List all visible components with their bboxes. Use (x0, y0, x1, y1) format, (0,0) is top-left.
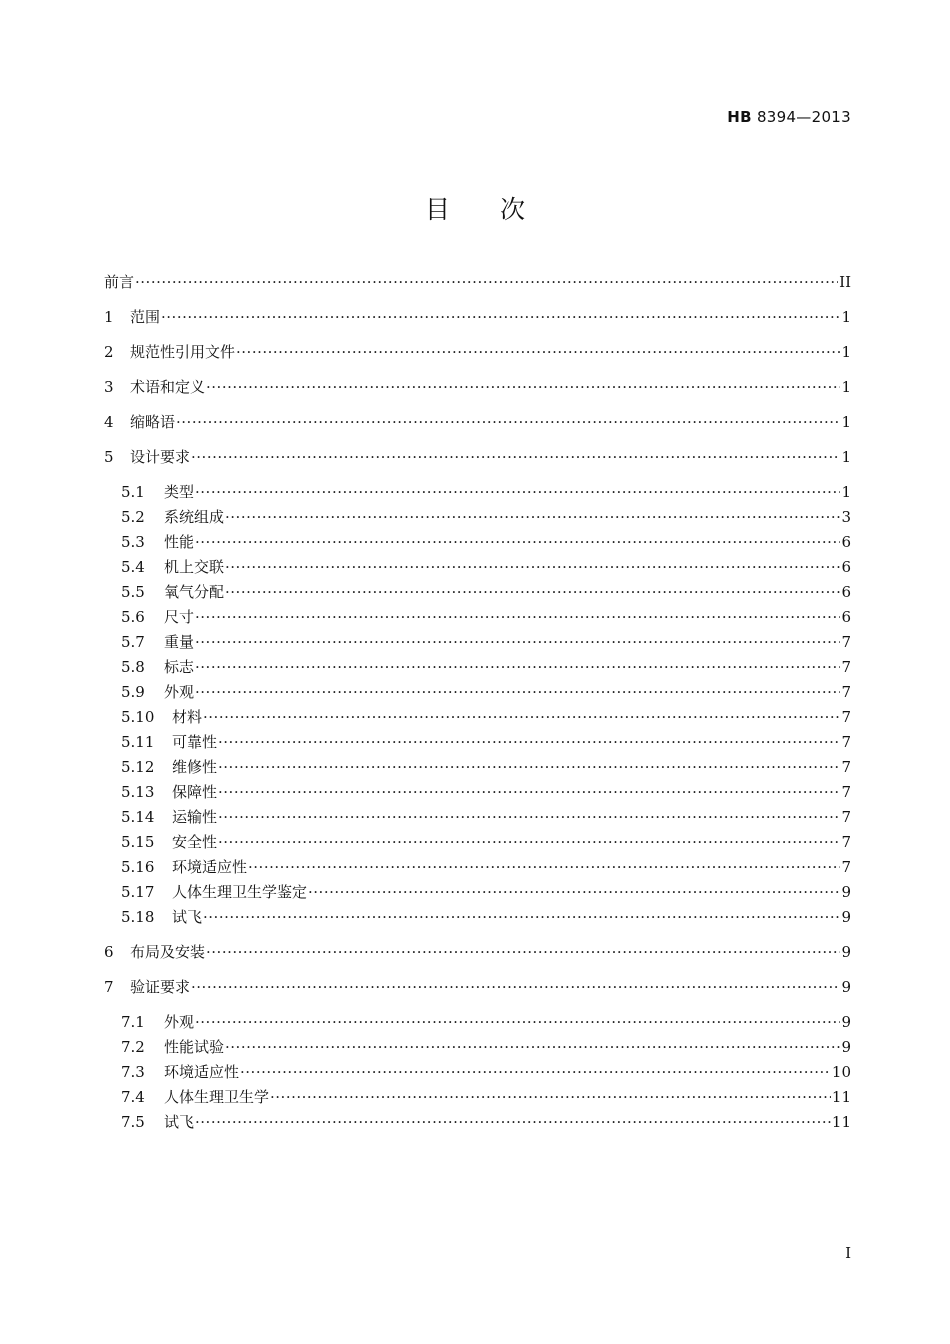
toc-entry-page: 1 (841, 343, 851, 361)
toc-entry-number: 5.5 (121, 583, 145, 601)
page-title: 目 次 (424, 195, 525, 224)
toc-entry[interactable] (104, 1110, 851, 1135)
toc-leader-dots (218, 730, 840, 755)
toc-entry-number: 2 (104, 343, 114, 361)
toc-entry[interactable] (104, 580, 851, 605)
toc-entry-label: 范围 (130, 308, 161, 326)
toc-leader-dots (225, 505, 840, 530)
toc-entry-number: 5.1 (121, 483, 145, 501)
toc-leader-dots (191, 445, 840, 470)
standard-number: 8394—2013 (756, 108, 851, 126)
toc-entry-page: 9 (841, 908, 851, 926)
toc-entry-number: 3 (104, 378, 114, 396)
toc-entry[interactable] (104, 605, 851, 630)
toc-entry-label: 缩略语 (130, 413, 176, 431)
toc-leader-dots (218, 805, 840, 830)
toc-entry-label: 可靠性 (172, 733, 218, 751)
toc-entry-page: 7 (841, 708, 851, 726)
toc-entry-label: 人体生理卫生学 (164, 1088, 270, 1106)
toc-leader-dots (308, 880, 840, 905)
toc-leader-dots (225, 555, 840, 580)
toc-leader-dots (195, 655, 840, 680)
toc-entry[interactable] (104, 680, 851, 705)
toc-entry[interactable] (104, 880, 851, 905)
toc-entry-number: 4 (104, 413, 114, 431)
toc-entry-page: 6 (841, 608, 851, 626)
toc-entry-label: 验证要求 (130, 978, 191, 996)
toc-entry-number: 7.4 (121, 1088, 145, 1106)
toc-entry-number: 5.2 (121, 508, 145, 526)
toc-leader-dots (236, 340, 840, 365)
toc-entry-number: 5.16 (121, 858, 155, 876)
toc-entry-page: 7 (841, 758, 851, 776)
toc-entry-number: 7.3 (121, 1063, 145, 1081)
toc-leader-dots (203, 905, 840, 930)
toc-entry-label: 试飞 (172, 908, 203, 926)
toc-entry-number: 7.2 (121, 1038, 145, 1056)
toc-entry-label: 环境适应性 (164, 1063, 240, 1081)
toc-entry[interactable] (104, 1060, 851, 1085)
toc-entry-label: 安全性 (172, 833, 218, 851)
toc-entry-number: 5.18 (121, 908, 155, 926)
toc-entry[interactable] (104, 505, 851, 530)
toc-entry-number: 5.13 (121, 783, 155, 801)
toc-entry-page: 6 (841, 583, 851, 601)
standard-prefix: HB (727, 108, 752, 126)
toc-leader-dots (225, 1035, 840, 1060)
toc-entry-page: 9 (841, 1013, 851, 1031)
toc-entry-label: 重量 (164, 633, 195, 651)
toc-entry-label: 环境适应性 (172, 858, 248, 876)
toc-entry-page: 7 (841, 833, 851, 851)
toc-entry-page: 1 (841, 308, 851, 326)
toc-leader-dots (176, 410, 840, 435)
toc-entry-number: 5.4 (121, 558, 145, 576)
toc-entry-page: 6 (841, 558, 851, 576)
toc-entry-page: 7 (841, 858, 851, 876)
toc-entry[interactable] (104, 410, 851, 445)
toc-leader-dots (240, 1060, 831, 1085)
toc-entry[interactable] (104, 755, 851, 780)
toc-entry[interactable] (104, 480, 851, 505)
toc-leader-dots (203, 705, 840, 730)
toc-entry-number: 5 (104, 448, 114, 466)
toc-leader-dots (195, 605, 840, 630)
toc-entry-page: 9 (841, 943, 851, 961)
toc-leader-dots (218, 780, 840, 805)
toc-leader-dots (195, 680, 840, 705)
toc-entry[interactable] (104, 375, 851, 410)
toc-entry[interactable] (104, 270, 851, 305)
toc-leader-dots (218, 830, 840, 855)
toc-entry[interactable] (104, 530, 851, 555)
toc-entry-page: 7 (841, 733, 851, 751)
toc-entry-number: 7.5 (121, 1113, 145, 1131)
toc-entry-label: 术语和定义 (130, 378, 206, 396)
toc-leader-dots (195, 480, 840, 505)
toc-entry-label: 外观 (164, 683, 195, 701)
toc-entry-label: 前言 (104, 273, 135, 291)
toc-entry-number: 7.1 (121, 1013, 145, 1031)
toc-entry-page: 11 (831, 1113, 851, 1131)
toc-entry-number: 5.17 (121, 883, 155, 901)
toc-leader-dots (248, 855, 840, 880)
toc-entry-label: 标志 (164, 658, 195, 676)
table-of-contents (104, 270, 851, 1135)
toc-entry[interactable] (104, 1010, 851, 1035)
standard-code (727, 108, 851, 126)
toc-entry-label: 维修性 (172, 758, 218, 776)
toc-leader-dots (270, 1085, 831, 1110)
toc-entry-page: 7 (841, 808, 851, 826)
toc-entry-label: 规范性引用文件 (130, 343, 236, 361)
toc-entry-number: 7 (104, 978, 114, 996)
toc-leader-dots (191, 975, 840, 1000)
toc-entry-number: 5.14 (121, 808, 155, 826)
toc-entry-page: 10 (831, 1063, 851, 1081)
toc-entry-page: 1 (841, 378, 851, 396)
toc-entry[interactable] (104, 780, 851, 805)
toc-entry[interactable] (104, 730, 851, 755)
toc-entry-label: 外观 (164, 1013, 195, 1031)
toc-entry[interactable] (104, 975, 851, 1010)
toc-entry-label: 尺寸 (164, 608, 195, 626)
toc-entry-label: 系统组成 (164, 508, 225, 526)
toc-leader-dots (135, 270, 838, 295)
toc-entry-number: 5.11 (121, 733, 155, 751)
toc-entry-number: 5.6 (121, 608, 145, 626)
toc-entry-page: 1 (841, 448, 851, 466)
toc-entry-number: 5.9 (121, 683, 145, 701)
toc-leader-dots (195, 1110, 831, 1135)
toc-entry-page: 3 (841, 508, 851, 526)
toc-entry-label: 设计要求 (130, 448, 191, 466)
toc-entry-page: 7 (841, 633, 851, 651)
toc-entry-page: 9 (841, 978, 851, 996)
toc-entry[interactable] (104, 855, 851, 880)
toc-leader-dots (225, 580, 840, 605)
toc-entry[interactable] (104, 940, 851, 975)
toc-entry[interactable] (104, 340, 851, 375)
toc-entry-label: 性能试验 (164, 1038, 225, 1056)
toc-entry-number: 5.7 (121, 633, 145, 651)
toc-entry-label: 氧气分配 (164, 583, 225, 601)
toc-entry[interactable] (104, 830, 851, 855)
toc-leader-dots (206, 375, 840, 400)
toc-leader-dots (195, 530, 840, 555)
toc-entry-page: 7 (841, 658, 851, 676)
toc-entry[interactable] (104, 655, 851, 680)
toc-entry-label: 试飞 (164, 1113, 195, 1131)
toc-entry[interactable] (104, 1035, 851, 1060)
toc-entry-number: 5.12 (121, 758, 155, 776)
toc-entry-label: 类型 (164, 483, 195, 501)
toc-entry-label: 性能 (164, 533, 195, 551)
toc-entry[interactable] (104, 705, 851, 730)
toc-entry-label: 布局及安装 (130, 943, 206, 961)
toc-entry-label: 人体生理卫生学鉴定 (172, 883, 308, 901)
toc-entry[interactable] (104, 630, 851, 655)
toc-entry-page: 1 (841, 413, 851, 431)
toc-entry[interactable] (104, 445, 851, 480)
toc-leader-dots (206, 940, 840, 965)
toc-leader-dots (161, 305, 840, 330)
toc-entry-page: 6 (841, 533, 851, 551)
toc-entry-number: 1 (104, 308, 114, 326)
toc-entry-page: 9 (841, 1038, 851, 1056)
toc-entry-label: 保障性 (172, 783, 218, 801)
toc-entry[interactable] (104, 1085, 851, 1110)
toc-entry-number: 5.10 (121, 708, 155, 726)
toc-entry-label: 运输性 (172, 808, 218, 826)
toc-entry-page: II (839, 273, 851, 291)
toc-leader-dots (195, 1010, 840, 1035)
toc-leader-dots (195, 630, 840, 655)
toc-entry-number: 5.15 (121, 833, 155, 851)
toc-entry[interactable] (104, 805, 851, 830)
toc-entry-label: 机上交联 (164, 558, 225, 576)
toc-entry-page: 7 (841, 783, 851, 801)
toc-leader-dots (218, 755, 840, 780)
toc-entry[interactable] (104, 555, 851, 580)
toc-entry-number: 5.8 (121, 658, 145, 676)
toc-entry-page: 9 (841, 883, 851, 901)
toc-entry-number: 6 (104, 943, 114, 961)
toc-entry-page: 11 (831, 1088, 851, 1106)
toc-entry-page: 1 (841, 483, 851, 501)
page-number: I (845, 1244, 851, 1262)
toc-entry[interactable] (104, 905, 851, 940)
toc-entry-page: 7 (841, 683, 851, 701)
toc-entry-number: 5.3 (121, 533, 145, 551)
toc-entry[interactable] (104, 305, 851, 340)
toc-entry-label: 材料 (172, 708, 203, 726)
